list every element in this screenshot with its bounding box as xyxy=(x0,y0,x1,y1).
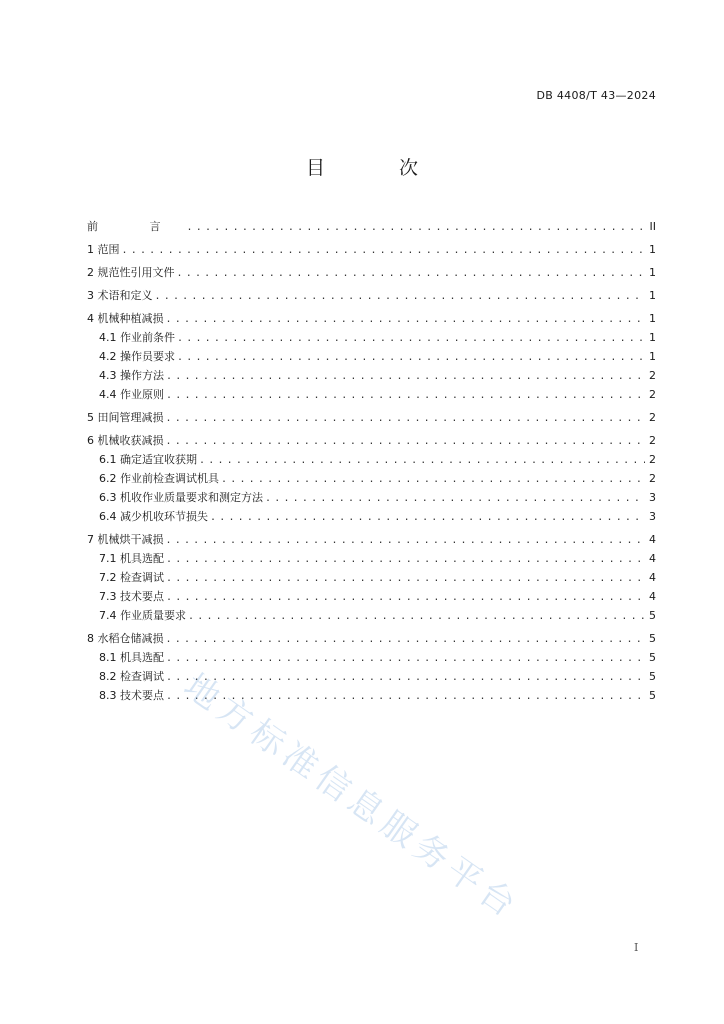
toc-entry-page: 1 xyxy=(649,331,656,344)
toc-entry-page: 5 xyxy=(649,609,656,622)
toc-entry-label: 4.4 作业原则 xyxy=(99,388,164,401)
toc-entry[interactable] xyxy=(87,687,656,706)
toc-entry-page: 1 xyxy=(649,350,656,363)
toc-leader-dots xyxy=(166,573,645,584)
toc-entry[interactable] xyxy=(87,508,656,527)
toc-entry-page: 2 xyxy=(649,453,656,466)
toc-leader-dots xyxy=(122,245,646,256)
toc-leader-dots xyxy=(166,436,646,447)
toc-entry-label: 7 机械烘干减损 xyxy=(87,533,164,546)
toc-entry-page: 5 xyxy=(649,651,656,664)
toc-leader-dots xyxy=(155,291,646,302)
toc-entry-label: 6.3 机收作业质量要求和测定方法 xyxy=(99,491,263,504)
toc-entry[interactable] xyxy=(87,386,656,405)
toc-entry-label: 7.2 检查调试 xyxy=(99,571,164,584)
toc-entry-label: 8.3 技术要点 xyxy=(99,689,164,702)
toc-entry-page: 5 xyxy=(649,689,656,702)
toc-entry[interactable] xyxy=(87,348,656,367)
toc-entry[interactable] xyxy=(87,607,656,626)
toc-leader-dots xyxy=(177,268,646,279)
toc-leader-dots xyxy=(177,352,645,363)
toc-entry-label: 8.1 机具选配 xyxy=(99,651,164,664)
toc-entry-label: 前 言 xyxy=(87,220,185,233)
toc-entry-page: 1 xyxy=(649,243,656,256)
toc-entry-label: 3 术语和定义 xyxy=(87,289,153,302)
document-code: DB 4408/T 43—2024 xyxy=(536,89,656,102)
toc-leader-dots xyxy=(188,611,645,622)
toc-entry-page: 3 xyxy=(649,491,656,504)
toc-entry-page: 2 xyxy=(649,472,656,485)
toc-entry-label: 6.2 作业前检查调试机具 xyxy=(99,472,219,485)
toc-entry-page: 1 xyxy=(649,312,656,325)
toc-leader-dots xyxy=(166,371,645,382)
toc-entry[interactable] xyxy=(87,531,656,550)
toc-entry-page: 2 xyxy=(649,434,656,447)
toc-entry-label: 8.2 检查调试 xyxy=(99,670,164,683)
page-title: 目 次 xyxy=(305,157,453,179)
toc-leader-dots xyxy=(166,535,646,546)
toc-entry-label: 7.4 作业质量要求 xyxy=(99,609,186,622)
toc-entry-label: 1 范围 xyxy=(87,243,120,256)
toc-entry-page: 4 xyxy=(649,533,656,546)
toc-entry-page: 4 xyxy=(649,590,656,603)
toc-entry[interactable] xyxy=(87,329,656,348)
toc-entry[interactable] xyxy=(87,470,656,489)
toc-entry-label: 5 田间管理减损 xyxy=(87,411,164,424)
toc-entry-label: 2 规范性引用文件 xyxy=(87,266,175,279)
toc-entry[interactable] xyxy=(87,409,656,428)
toc-leader-dots xyxy=(166,634,646,645)
toc-leader-dots xyxy=(166,314,646,325)
toc-entry-label: 4.3 操作方法 xyxy=(99,369,164,382)
toc-entry[interactable] xyxy=(87,367,656,386)
toc-entry[interactable] xyxy=(87,432,656,451)
toc-entry-label: 7.1 机具选配 xyxy=(99,552,164,565)
toc-leader-dots xyxy=(221,474,645,485)
toc-entry-page: 5 xyxy=(649,670,656,683)
toc-entry-page: 4 xyxy=(649,552,656,565)
toc-entry-page: 5 xyxy=(649,632,656,645)
watermark: 地方标准信息服务平台 xyxy=(176,665,528,929)
toc-entry[interactable] xyxy=(87,489,656,508)
toc-entry[interactable] xyxy=(87,649,656,668)
toc-leader-dots xyxy=(177,333,645,344)
toc-entry-page: 2 xyxy=(649,369,656,382)
toc-entry-page: 1 xyxy=(649,289,656,302)
toc-entry[interactable] xyxy=(87,287,656,306)
toc-leader-dots xyxy=(166,554,645,565)
toc-entry[interactable] xyxy=(87,668,656,687)
toc-entry[interactable] xyxy=(87,550,656,569)
toc-entry-label: 8 水稻仓储减损 xyxy=(87,632,164,645)
toc-entry-label: 4.2 操作员要求 xyxy=(99,350,175,363)
toc-leader-dots xyxy=(199,455,645,466)
toc-entry-label: 6.4 减少机收环节损失 xyxy=(99,510,208,523)
toc-entry-page: II xyxy=(649,220,656,233)
table-of-contents xyxy=(87,218,656,706)
toc-entry-label: 7.3 技术要点 xyxy=(99,590,164,603)
toc-leader-dots xyxy=(166,390,645,401)
toc-leader-dots xyxy=(166,413,646,424)
toc-leader-dots xyxy=(187,222,646,233)
toc-entry[interactable] xyxy=(87,264,656,283)
toc-entry[interactable] xyxy=(87,310,656,329)
toc-entry-page: 3 xyxy=(649,510,656,523)
toc-entry-label: 4.1 作业前条件 xyxy=(99,331,175,344)
toc-entry[interactable] xyxy=(87,569,656,588)
toc-leader-dots xyxy=(166,691,645,702)
toc-entry-page: 2 xyxy=(649,388,656,401)
toc-leader-dots xyxy=(166,592,645,603)
toc-entry[interactable] xyxy=(87,218,656,237)
toc-entry-label: 4 机械种植减损 xyxy=(87,312,164,325)
toc-leader-dots xyxy=(210,512,645,523)
toc-entry-page: 1 xyxy=(649,266,656,279)
toc-entry-page: 2 xyxy=(649,411,656,424)
toc-entry[interactable] xyxy=(87,630,656,649)
toc-entry-page: 4 xyxy=(649,571,656,584)
toc-entry-label: 6.1 确定适宜收获期 xyxy=(99,453,197,466)
toc-entry[interactable] xyxy=(87,241,656,260)
toc-leader-dots xyxy=(166,653,645,664)
toc-leader-dots xyxy=(166,672,645,683)
toc-entry-label: 6 机械收获减损 xyxy=(87,434,164,447)
toc-entry[interactable] xyxy=(87,451,656,470)
page-number: I xyxy=(634,941,639,954)
toc-leader-dots xyxy=(265,493,645,504)
toc-entry[interactable] xyxy=(87,588,656,607)
